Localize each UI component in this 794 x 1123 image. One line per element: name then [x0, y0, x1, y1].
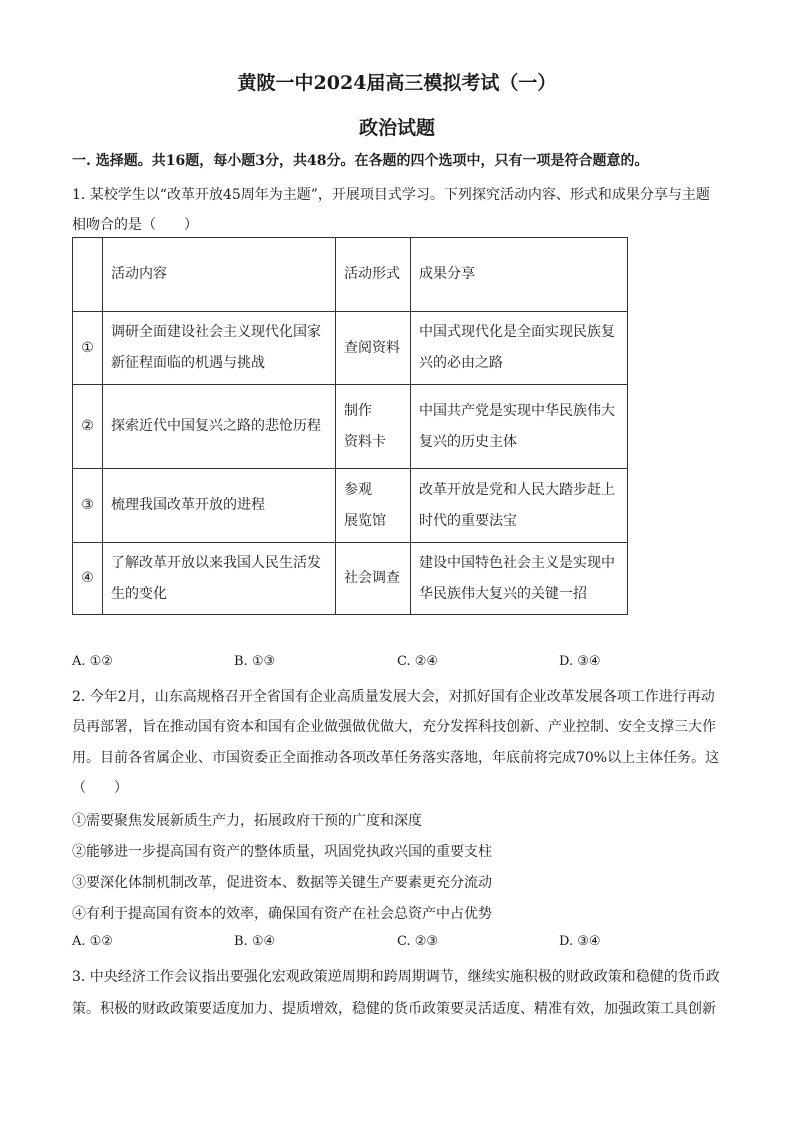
table-header-cell: 活动内容 [103, 238, 336, 312]
q2-stem-line: 用。目前各省属企业、市国资委正全面推动各项改革任务落实落地，年底前将完成70%以上主体任务。这 [72, 750, 720, 766]
option-c[interactable]: C. ②③ [397, 934, 439, 949]
table-header-row [73, 238, 628, 312]
option-b[interactable]: B. ①③ [234, 654, 276, 669]
exam-subject: 政治试题 [358, 117, 435, 139]
activity-content-cell [103, 385, 336, 469]
table-row [73, 543, 628, 615]
cell-line: 建设中国特色社会主义是实现中 [419, 554, 615, 571]
cell-line: 梳理我国改革开放的进程 [111, 497, 265, 513]
q2-statement: ③要深化体制机制改革，促进资本、数据等关键生产要素更充分流动 [72, 875, 492, 891]
activity-form-cell [336, 312, 411, 385]
activity-form-cell [336, 543, 411, 615]
q1-activity-table [72, 237, 628, 615]
q3-stem-line: 3. 中央经济工作会议指出要强化宏观政策逆周期和跨周期调节，继续实施积极的财政政策和稳健的货币政 [72, 969, 720, 985]
cell-line: 展览馆 [344, 512, 386, 529]
cell-line: 生的变化 [111, 585, 167, 602]
q1-stem-line: 1. 某校学生以“改革开放45周年为主题”，开展项目式学习。下列探究活动内容、形式和成果分享与主题 [72, 187, 710, 203]
option-d[interactable]: D. ③④ [559, 934, 601, 949]
cell-line: 资料卡 [344, 433, 386, 450]
q2-stem-line: 员再部署，旨在推动国有资本和国有企业做强做优做大，充分发挥科技创新、产业控制、安全支撑三大作 [72, 719, 716, 735]
cell-line: 中国式现代化是全面实现民族复 [419, 324, 615, 340]
table-header-cell: 成果分享 [411, 238, 628, 312]
row-number: ② [73, 385, 103, 469]
table-header-cell [73, 238, 103, 312]
cell-line: 复兴的历史主体 [419, 433, 517, 450]
result-cell [411, 543, 628, 615]
table-header-cell: 活动形式 [336, 238, 411, 312]
result-cell [411, 385, 628, 469]
cell-line: 探索近代中国复兴之路的悲怆历程 [111, 418, 321, 434]
q1-stem-line: 相吻合的是（ ） [72, 217, 198, 233]
row-number: ④ [73, 543, 103, 615]
section-heading: 一. 选择题。共16题，每小题3分，共48分。在各题的四个选项中，只有一项是符合题意的。 [72, 153, 649, 169]
activity-form-cell [336, 469, 411, 543]
activity-content-cell [103, 543, 336, 615]
cell-line: 查阅资料 [344, 339, 400, 356]
q2-stem-line: （ ） [72, 780, 128, 796]
table-row [73, 385, 628, 469]
option-d[interactable]: D. ③④ [559, 654, 601, 669]
activity-form-cell [336, 385, 411, 469]
q2-stem-line: 2. 今年2月，山东高规格召开全省国有企业高质量发展大会，对抓好国有企业改革发展各项工作进行再动 [72, 689, 715, 705]
cell-line: 调研全面建设社会主义现代化国家 [111, 324, 321, 340]
q2-statement: ②能够进一步提高国有资产的整体质量，巩固党执政兴国的重要支柱 [72, 844, 492, 860]
cell-line: 兴的必由之路 [419, 355, 503, 371]
option-b[interactable]: B. ①④ [234, 934, 276, 949]
result-cell [411, 312, 628, 385]
q2-statement: ④有利于提高国有资本的效率，确保国有资产在社会总资产中占优势 [72, 906, 492, 922]
row-number: ③ [73, 469, 103, 543]
cell-line: 华民族伟大复兴的关键一招 [419, 585, 587, 602]
cell-line: 新征程面临的机遇与挑战 [111, 355, 265, 371]
option-c[interactable]: C. ②④ [397, 654, 439, 669]
activity-content-cell [103, 469, 336, 543]
q3-stem-line: 策。积极的财政政策要适度加力、提质增效，稳健的货币政策要灵活适度、精准有效，加强政策工具创新 [72, 1001, 716, 1017]
activity-content-cell [103, 312, 336, 385]
option-a[interactable]: A. ①② [72, 934, 113, 949]
cell-line: 了解改革开放以来我国人民生活发 [111, 554, 321, 571]
q2-statement: ①需要聚焦发展新质生产力，拓展政府干预的广度和深度 [72, 813, 422, 829]
option-a[interactable]: A. ①② [72, 654, 113, 669]
row-number: ① [73, 312, 103, 385]
cell-line: 制作 [344, 402, 372, 419]
table-row [73, 312, 628, 385]
cell-line: 时代的重要法宝 [419, 512, 517, 529]
cell-line: 参观 [344, 481, 372, 498]
cell-line: 社会调查 [344, 570, 400, 586]
table-row [73, 469, 628, 543]
result-cell [411, 469, 628, 543]
cell-line: 改革开放是党和人民大踏步赶上 [419, 481, 615, 498]
exam-title: 黄陂一中2024届高三模拟考试（一） [237, 72, 557, 94]
cell-line: 中国共产党是实现中华民族伟大 [419, 402, 615, 419]
